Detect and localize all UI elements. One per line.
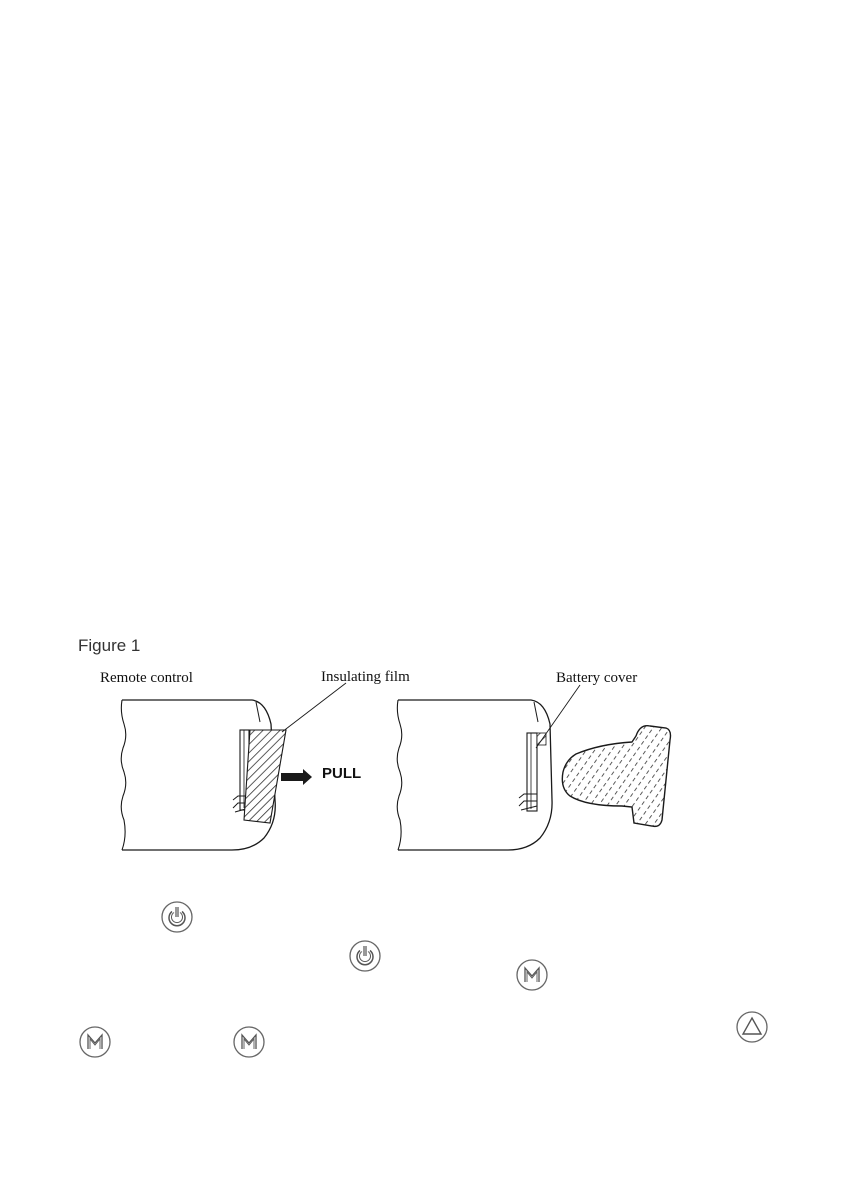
power-button-icon <box>160 900 194 934</box>
power-button-icon <box>348 939 382 973</box>
mode-button-icon <box>515 958 549 992</box>
battery-cover <box>562 726 670 827</box>
up-button-icon <box>735 1010 769 1044</box>
insulating-film-label: Insulating film <box>321 669 410 685</box>
remote-control-right <box>397 685 580 850</box>
battery-cover-label: Battery cover <box>556 670 638 686</box>
insulating-film <box>244 730 286 823</box>
remote-control-label: Remote control <box>100 670 193 686</box>
figure-title: Figure 1 <box>78 636 141 655</box>
pull-label: PULL <box>322 765 362 782</box>
remote-control-left <box>121 683 346 850</box>
battery-slot-right <box>519 733 546 811</box>
mode-button-icon <box>232 1025 266 1059</box>
pull-arrow-icon <box>281 769 312 785</box>
mode-button-icon <box>78 1025 112 1059</box>
battery-cover-leader <box>536 685 580 748</box>
insulating-film-leader <box>282 683 346 732</box>
